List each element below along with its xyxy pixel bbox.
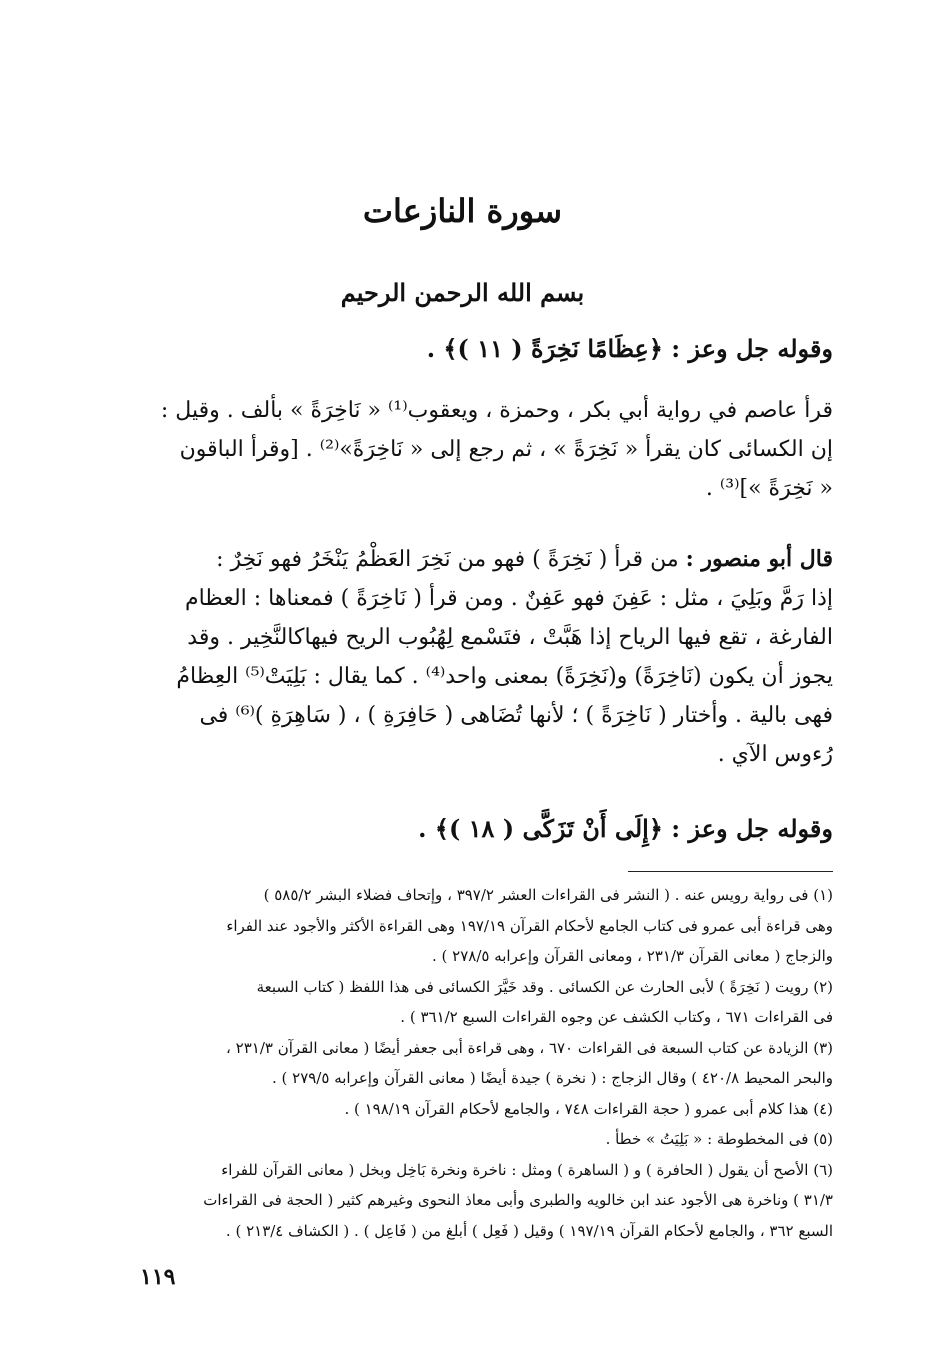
paragraph-line: الفارغة ، تقع فيها الرياح إذا هَبَّتْ ، فتَسْمع لِهُبُوب الريح فيهاكالنَّخِير . وقد — [187, 625, 833, 650]
footnote-line: (٣) الزيادة عن كتاب السبعة فى القراءات ٦٧٠ ، وهى قراءة أبى جعفر أيضًا ( معانى القرآن ٢٣١/٣ ، — [226, 1038, 833, 1057]
footnote-line: السبع ٣٦٢ ، والجامع لأحكام القرآن ١٩٧/١٩ ) وقيل ( فَعِل ) أبلغ من ( فَاعِل ) . ( الكشاف ٢١٣/٤ ) . — [225, 1221, 833, 1240]
footnote-line: (٦) الأصح أن يقول ( الحافرة ) و ( الساهرة ) ومثل : ناخرة ونخرة بَاخِل وبخل ( معانى القرآن للفراء — [221, 1160, 833, 1179]
commentary-paragraph-1 — [133, 391, 833, 511]
paragraph-line: إذا رَمَّ وبَلِيَ ، مثل : عَفِنَ فهو عَفِنٌ . ومن قرأ ( نَاخِرَةً ) فمعناها : العظام — [184, 586, 833, 611]
footnote-line: والبحر المحيط ٤٢٠/٨ ) وقال الزجاج : ( نخرة ) جيدة أيضًا ( معانى القرآن وإعرابه ٢٧٩/٥ ) . — [271, 1069, 833, 1087]
basmala: بسم الله الرحمن الرحيم — [340, 278, 585, 307]
paragraph-line — [133, 540, 833, 579]
footnote-line: ٣١/٣ ) وناخرة هى الأجود عند ابن خالويه والطبرى وأبى معاذ النحوى وغيرهم كثير ( الحجة فى القراءات — [203, 1191, 833, 1209]
footnote-line: والزجاج ( معانى القرآن ٢٣١/٣ ، ومعانى القرآن وإعرابه ٢٧٨/٥ ) . — [432, 947, 833, 965]
commentary-paragraph-2 — [133, 540, 833, 780]
paragraph-text: من قرأ ( نَخِرَةً ) فهو من نَخِرَ العَظْمُ يَنْخَرُ فهو نَخِرٌ : — [216, 547, 686, 572]
paragraph-line: رُءوس الآي . — [717, 742, 833, 767]
footnote-line: (١) فى رواية رويس عنه . ( النشر فى القراءات العشر ٣٩٧/٢ ، وإتحاف فضلاء البشر ٥٨٥/٢ ) — [263, 886, 833, 904]
surah-title: سورة النازعات — [362, 192, 563, 230]
footnote-line: (٥) فى المخطوطة : « بَلِيَتُ » خطأ . — [605, 1130, 833, 1148]
paragraph-line: « نَخِرَةً »]⁽³⁾ . — [705, 476, 833, 501]
paragraph-line: فهى بالية . وأختار ( نَاخِرَةً ) ؛ لأنها تُضَاهى ( حَافِرَةِ ) ، ( سَاهِرَةِ )⁽⁶⁾ فى — [199, 703, 833, 728]
footnote-line: فى القراءات ٦٧١ ، وكتاب الكشف عن وجوه القراءات السبع ٣٦١/٢ ) . — [400, 1008, 833, 1026]
footnotes — [133, 880, 833, 1246]
verse-heading-11: وقوله جل وعز : ﴿عِظَامًا نَخِرَةً ( ١١ )﴾ . — [426, 334, 833, 363]
page-number: ١١٩ — [140, 1264, 176, 1290]
paragraph-line: يجوز أن يكون (نَاخِرَةً) و(نَخِرَةً) بمعنى واحد⁽⁴⁾ . كما يقال : بَلِيَتْ⁽⁵⁾ العِظامُ — [176, 664, 833, 689]
footnote-line: (٢) رويت ( نَخِرَةً ) لأبى الحارث عن الكسائى . وقد خَيَّرَ الكسائى فى هذا اللفظ ( كتاب السبعة — [256, 977, 833, 996]
paragraph-line: إن الكسائى كان يقرأ « نَخِرَةً » ، ثم رجع إلى « نَاخِرَةً»⁽²⁾ . [وقرأ الباقون — [179, 437, 833, 462]
footnote-line: (٤) هذا كلام أبى عمرو ( حجة القراءات ٧٤٨ ، والجامع لأحكام القرآن ١٩٨/١٩ ) . — [344, 1099, 833, 1118]
author-lead: قال أبو منصور : — [685, 546, 833, 572]
footnote-divider — [628, 871, 833, 872]
paragraph-line: قرأ عاصم في رواية أبي بكر ، وحمزة ، ويعقوب⁽¹⁾ « نَاخِرَةً » بألف . وقيل : — [160, 398, 833, 423]
footnote-line: وهى قراءة أبى عمرو فى كتاب الجامع لأحكام القرآن ١٩٧/١٩ وهى القراءة الأكثر والأجود عند الفراء — [226, 916, 833, 935]
verse-heading-18: وقوله جل وعز : ﴿إِلَى أَنْ تَزَكَّى ( ١٨ )﴾ . — [418, 814, 833, 843]
